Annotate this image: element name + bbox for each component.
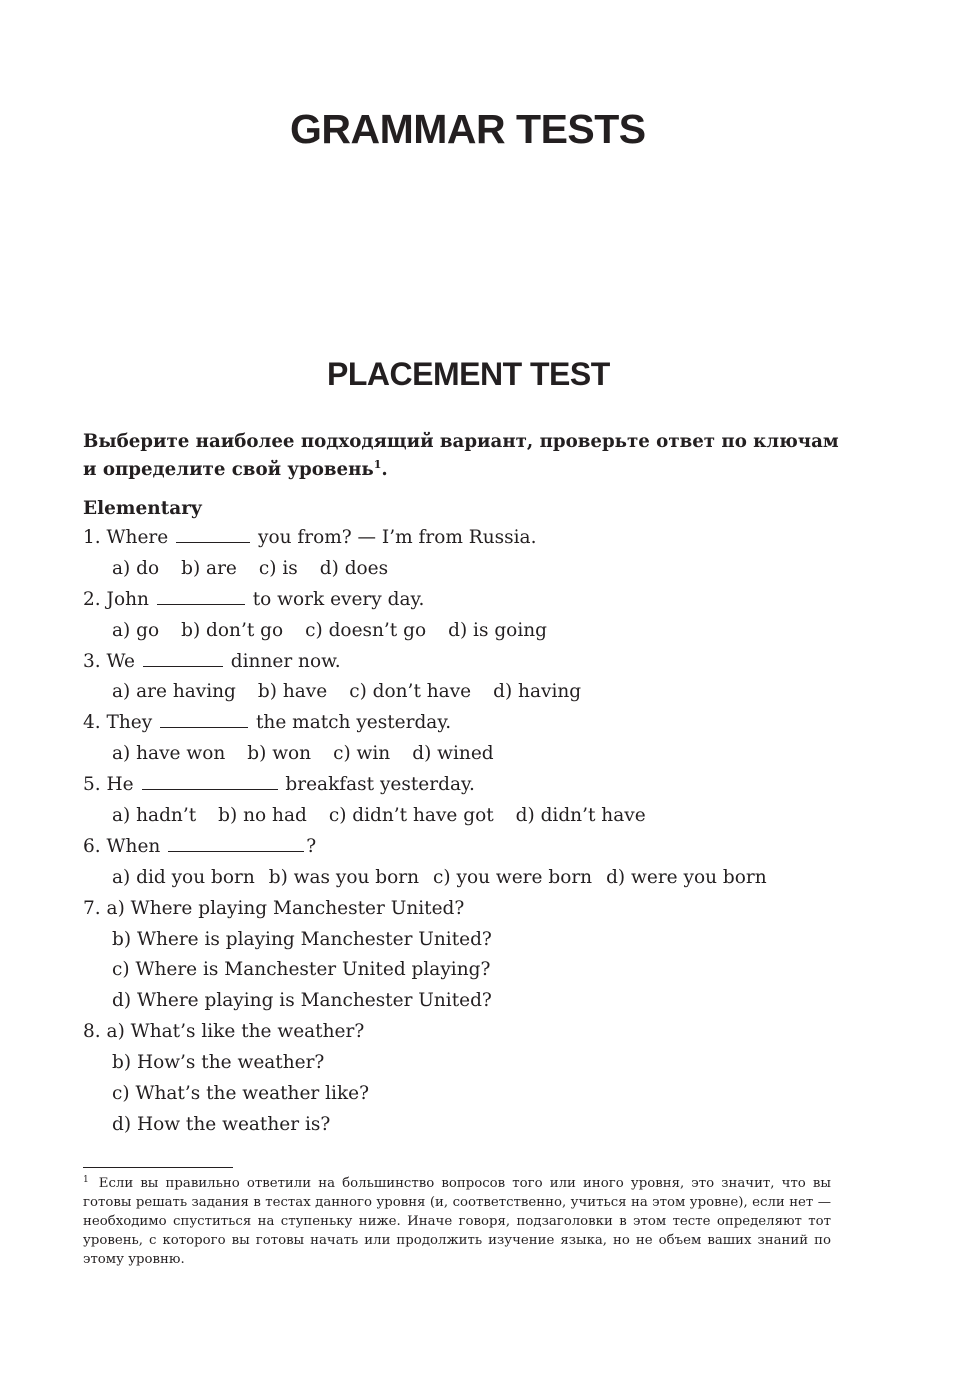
option-d: d) is going	[448, 619, 547, 641]
footnote-ref: 1	[373, 458, 382, 471]
option-d: d) does	[319, 557, 389, 579]
options-4	[83, 739, 873, 770]
question-number: 6.	[83, 835, 101, 857]
footnote-text: Если вы правильно ответили на большинство вопросов того или иного уровня, это значит, что вы готовы решать задания в тестах данного уровня (и, соответственно, учиться на этом уровне), если нет — необходимо спуститься на ступеньку ниже. Иначе говоря, подзаголовки в этом тесте определяют тот уровень, с которого вы готовы начать или продолжить изучение языка, но не объем ваших знаний по этому уровню.	[83, 1176, 831, 1267]
option-c: c) you were born	[433, 866, 593, 888]
question-4	[83, 708, 873, 739]
option-d: d) didn’t have	[515, 805, 646, 827]
option-d: d) having	[493, 681, 582, 703]
options-1	[83, 554, 873, 585]
question-list	[83, 494, 873, 1141]
question-stem: When	[106, 835, 161, 857]
page-title: GRAMMAR TESTS	[290, 106, 646, 152]
question-stem: ?	[306, 835, 317, 857]
option-d: d) were you born	[606, 866, 767, 888]
option-a: a) do	[112, 557, 160, 579]
option-c: c) doesn’t go	[305, 619, 427, 641]
question-8	[83, 1017, 873, 1048]
footnote-mark: 1	[83, 1175, 89, 1185]
option-d: d) How the weather is?	[112, 1113, 331, 1135]
option-b: b) Where is playing Manchester United?	[112, 928, 492, 950]
question-2	[83, 585, 873, 616]
question-3	[83, 647, 873, 678]
answer-blank	[160, 711, 248, 728]
option-a: a) did you born	[112, 866, 255, 888]
question-stem: you from? — I’m from Russia.	[258, 527, 537, 548]
question-number: 3.	[83, 650, 101, 672]
options-2	[83, 616, 873, 647]
option-a: a) hadn’t	[112, 805, 197, 827]
question-stem: the match yesterday.	[255, 712, 452, 734]
question-number: 8.	[83, 1021, 101, 1043]
instruction	[83, 428, 843, 484]
question-7	[83, 894, 873, 925]
question-stem: dinner now.	[230, 650, 341, 672]
question-5	[83, 770, 873, 801]
question-number: 1.	[83, 527, 101, 548]
options-6	[83, 863, 873, 894]
option-c: c) win	[333, 743, 391, 765]
question-number: 4.	[83, 712, 101, 734]
option-b: b) are	[181, 557, 237, 579]
answer-blank	[168, 835, 304, 852]
question-stem: Where	[106, 527, 169, 548]
answer-blank	[157, 588, 245, 605]
option-a: a) have won	[112, 743, 226, 765]
option-a: a) go	[112, 619, 160, 641]
question-stem: to work every day.	[252, 588, 425, 610]
option-a: a) What’s like the weather?	[106, 1021, 365, 1043]
question-stem: John	[106, 588, 149, 610]
options-5	[83, 801, 873, 832]
option-a: a) Where playing Manchester United?	[106, 897, 465, 919]
option-b: b) How’s the weather?	[112, 1052, 325, 1074]
footnote-divider	[83, 1167, 233, 1168]
question-number: 7.	[83, 897, 101, 919]
instruction-end: .	[381, 459, 388, 480]
option-c: c) don’t have	[349, 681, 472, 703]
question-stem: breakfast yesterday.	[285, 774, 475, 796]
answer-blank	[176, 526, 250, 543]
option-c: c) is	[258, 557, 298, 579]
answer-blank	[143, 650, 223, 667]
option-c: c) didn’t have got	[328, 805, 494, 827]
option-b: b) don’t go	[181, 619, 284, 641]
option-a: a) are having	[112, 681, 236, 703]
option-b: b) have	[257, 681, 328, 703]
question-6	[83, 832, 873, 863]
option-d: d) wined	[412, 743, 494, 765]
footnote	[83, 1174, 831, 1269]
option-b: b) no had	[218, 805, 307, 827]
level-heading: Elementary	[83, 498, 202, 519]
question-number: 2.	[83, 588, 101, 610]
question-1	[83, 523, 873, 554]
question-stem: We	[106, 650, 136, 672]
option-d: d) Where playing is Manchester United?	[112, 990, 492, 1012]
option-c: c) Where is Manchester United playing?	[112, 959, 491, 981]
question-stem: He	[106, 774, 134, 796]
option-c: c) What’s the weather like?	[112, 1083, 370, 1105]
question-number: 5.	[83, 774, 101, 796]
option-b: b) won	[247, 743, 312, 765]
option-b: b) was you born	[268, 866, 420, 888]
question-stem: They	[106, 712, 153, 734]
section-title: PLACEMENT TEST	[327, 356, 610, 392]
instruction-text: Выберите наиболее подходящий вариант, проверьте ответ по ключам и определите свой уровень	[83, 431, 839, 480]
options-3	[83, 677, 873, 708]
answer-blank	[142, 773, 278, 790]
